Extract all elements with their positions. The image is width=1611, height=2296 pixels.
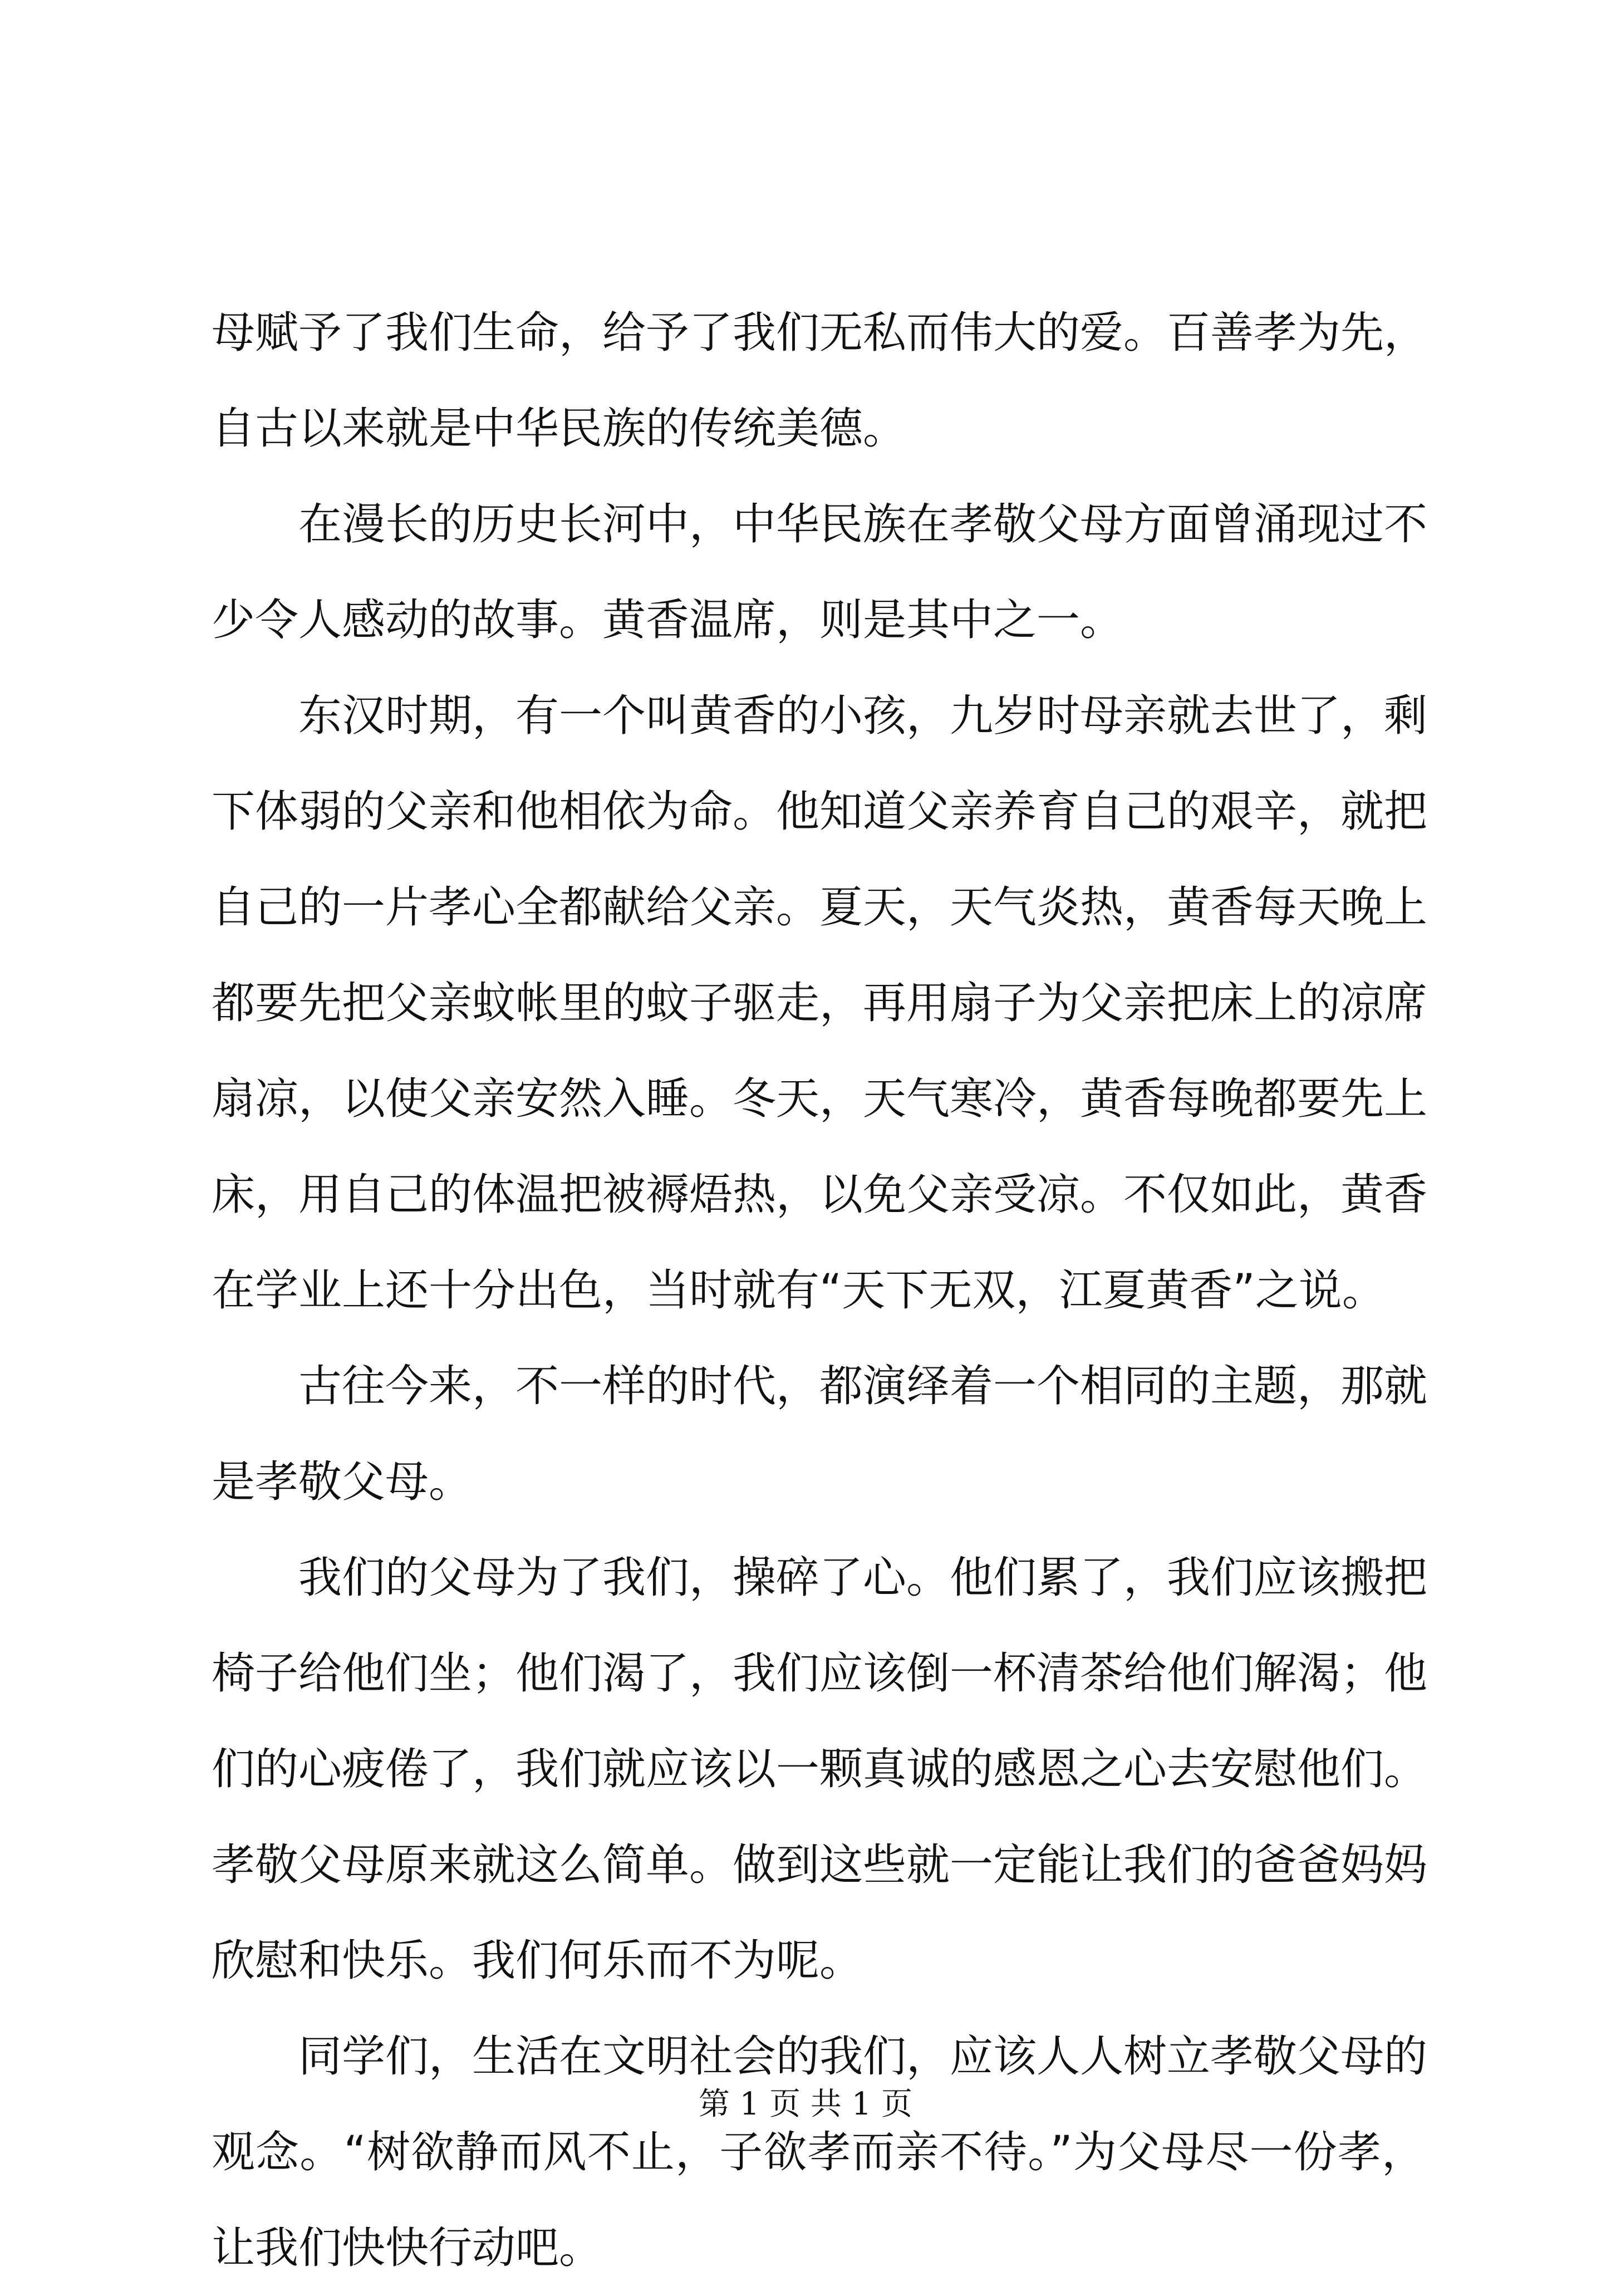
document-body (212, 285, 1428, 2296)
text-line: 们的心疲倦了，我们就应该以一颗真诚的感恩之心去安慰他们。 (212, 1744, 1428, 1794)
text-line: 让我们快快行动吧。 (212, 2223, 603, 2273)
text-line: 在漫长的历史长河中，中华民族在孝敬父母方面曾涌现过不 (298, 499, 1428, 550)
text-line: 东汉时期，有一个叫黄香的小孩，九岁时母亲就去世了，剩 (298, 691, 1428, 741)
text-line: 孝敬父母原来就这么简单。做到这些就一定能让我们的爸爸妈妈 (212, 1840, 1428, 1890)
text-line: 自古以来就是中华民族的传统美德。 (212, 404, 907, 454)
text-line: 欣慰和快乐。我们何乐而不为呢。 (212, 1936, 863, 1986)
text-line: 同学们，生活在文明社会的我们，应该人人树立孝敬父母的 (298, 2032, 1428, 2082)
text-line: 观念。“树欲静而风不止，子欲孝而亲不待。”为父母尽一份孝， (212, 2127, 1425, 2177)
text-line: 在学业上还十分出色，当时就有“天下无双，江夏黄香”之说。 (212, 1265, 1386, 1316)
text-line: 都要先把父亲蚊帐里的蚊子驱走，再用扇子为父亲把床上的凉席 (212, 978, 1428, 1028)
text-line: 扇凉，以使父亲安然入睡。冬天，天气寒冷，黄香每晚都要先上 (212, 1074, 1428, 1124)
text-line: 我们的父母为了我们，操碎了心。他们累了，我们应该搬把 (298, 1553, 1428, 1603)
text-line: 椅子给他们坐；他们渴了，我们应该倒一杯清茶给他们解渴；他 (212, 1649, 1428, 1699)
text-line: 床，用自己的体温把被褥焐热，以免父亲受凉。不仅如此，黄香 (212, 1170, 1428, 1220)
text-line: 是孝敬父母。 (212, 1457, 473, 1507)
text-line: 少令人感动的故事。黄香温席，则是其中之一。 (212, 595, 1124, 645)
text-line: 自己的一片孝心全都献给父亲。夏天，天气炎热，黄香每天晚上 (212, 882, 1428, 933)
text-line: 古往今来，不一样的时代，都演绎着一个相同的主题，那就 (298, 1361, 1428, 1411)
page-footer: 第 1 页 共 1 页 (698, 2086, 913, 2122)
text-line: 下体弱的父亲和他相依为命。他知道父亲养育自己的艰辛，就把 (212, 787, 1428, 837)
text-line: 母赋予了我们生命，给予了我们无私而伟大的爱。百善孝为先， (212, 308, 1428, 358)
